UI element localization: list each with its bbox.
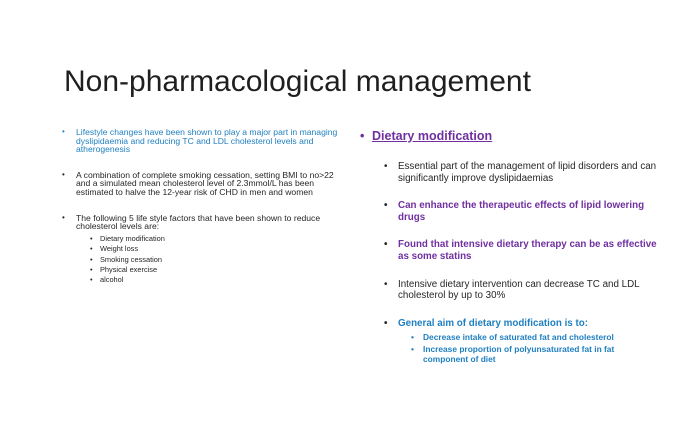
bullet-icon: • [62,127,65,136]
dietary-modification-heading [360,128,660,144]
bullet-icon: • [90,275,93,285]
bullet-icon: • [360,129,365,143]
bullet-icon: • [384,317,388,329]
list-item-label: Increase proportion of polyunsaturated fat in fat component of diet [423,344,615,365]
heading-label: Dietary modification [372,129,493,143]
right-point-text: Intensive dietary intervention can decrease TC and LDL cholesterol by up to 30% [398,278,640,302]
bullet-icon: • [384,278,388,290]
dietary-aims-list [360,332,660,364]
bullet-icon: • [384,161,388,172]
right-point-text: General aim of dietary modification is to: [398,317,588,329]
left-bullet-2 [62,171,340,197]
left-column [62,128,340,286]
bullet-icon: • [384,239,388,251]
left-bullet-text: The following 5 life style factors that have been shown to reduce cholesterol levels are: [76,212,321,232]
list-item-label: Dietary modification [100,233,165,243]
bullet-icon: • [90,254,93,264]
slide-title: Non-pharmacological management [64,65,531,98]
bullet-icon: • [90,244,93,254]
left-bullet-1 [62,128,340,154]
list-item [62,265,340,275]
left-bullet-3 [62,214,340,231]
right-point-2 [360,200,664,223]
left-bullet-text: Lifestyle changes have been shown to play a major part in managing dyslipidaemia and reducing TC and LDL cholesterol levels and atherogenesis [76,127,338,155]
left-bullet-text: A combination of complete smoking cessation, setting BMI to no>22 and a simulated mean cholesterol level of 2.3mmol/L has been estimated to halve the 12-year risk of CHD in men and women [76,169,334,197]
right-column [360,128,660,364]
list-item-label: Decrease intake of saturated fat and cholesterol [423,332,614,343]
list-item [62,234,340,244]
right-point-4 [360,279,664,302]
lifestyle-factors-list [62,234,340,286]
right-point-text: Can enhance the therapeutic effects of lipid lowering drugs [398,200,645,223]
list-item [62,244,340,254]
bullet-icon: • [90,233,93,243]
right-point-text: Found that intensive dietary therapy can be as effective as some statins [398,239,657,262]
bullet-icon: • [62,169,65,179]
list-item-label: Smoking cessation [100,254,163,264]
list-item-label: alcohol [100,275,124,285]
bullet-icon: • [90,264,93,274]
bullet-icon: • [384,200,388,212]
list-item-label: Weight loss [100,244,139,254]
right-point-5 [360,318,664,330]
list-item [360,344,661,364]
list-item [62,275,340,285]
right-point-1 [360,161,664,184]
bullet-icon: • [62,212,65,222]
list-item-label: Physical exercise [100,264,158,274]
bullet-icon: • [411,332,414,343]
right-point-3 [360,239,664,262]
bullet-icon: • [411,344,414,355]
list-item [360,332,661,342]
right-point-text: Essential part of the management of lipid disorders and can significantly improve dyslipidaemias [398,161,657,184]
list-item [62,255,340,265]
